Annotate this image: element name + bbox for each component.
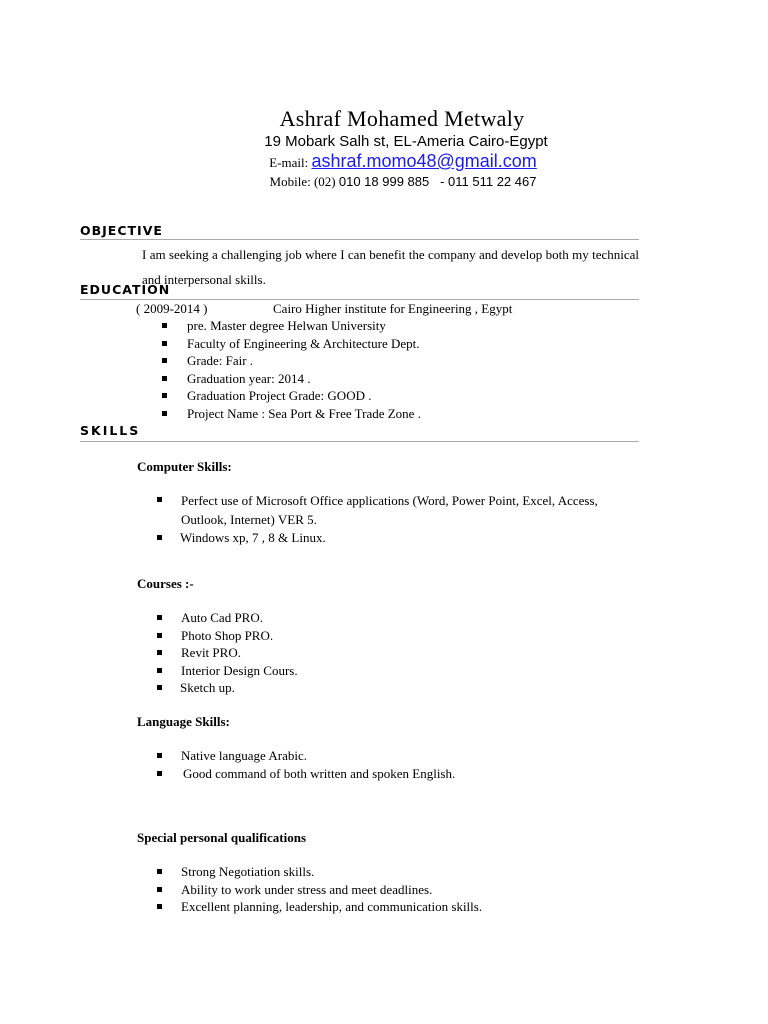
email-link[interactable]: ashraf.momo48@gmail.com (311, 151, 537, 171)
list-item: Grade: Fair . (162, 352, 421, 370)
list-item: Windows xp, 7 , 8 & Linux. (157, 529, 637, 547)
list-item: Photo Shop PRO. (157, 627, 298, 645)
computer-skills-title: Computer Skills: (137, 459, 232, 474)
resume-name: Ashraf Mohamed Metwaly (279, 106, 525, 131)
skills-divider (80, 441, 639, 442)
list-item: Sketch up. (157, 679, 298, 697)
email-line (0, 151, 768, 172)
list-item: Faculty of Engineering & Architecture Dept. (162, 335, 421, 353)
personal-qualifications-list (157, 863, 482, 916)
language-skills-title: Language Skills: (137, 714, 230, 729)
mobile-label: Mobile: (02) (269, 174, 336, 189)
education-list (162, 317, 421, 423)
list-item: Graduation Project Grade: GOOD . (162, 387, 421, 405)
objective-text: I am seeking a challenging job where I can benefit the company and develop both my technical and interpersonal skills. (142, 247, 639, 287)
language-skills-list (157, 747, 455, 782)
email-label: E-mail: (269, 155, 309, 170)
education-divider (80, 299, 639, 300)
skills-title: SKILLS (80, 423, 141, 438)
personal-qualifications-title: Special personal qualifications (137, 830, 307, 845)
list-item: Ability to work under stress and meet deadlines. (157, 881, 482, 899)
list-item: Excellent planning, leadership, and communication skills. (157, 898, 482, 916)
list-item: Graduation year: 2014 . (162, 370, 421, 388)
list-item: Good command of both written and spoken English. (157, 765, 455, 783)
list-item: Auto Cad PRO. (157, 609, 298, 627)
education-institution: Cairo Higher institute for Engineering , Egypt (273, 301, 513, 316)
list-item: Revit PRO. (157, 644, 298, 662)
courses-title: Courses :- (137, 576, 194, 591)
computer-skills-list (157, 491, 637, 547)
list-item: Native language Arabic. (157, 747, 455, 765)
address: 19 Mobark Salh st, EL-Ameria Cairo-Egypt (264, 133, 548, 150)
list-item: Strong Negotiation skills. (157, 863, 482, 881)
list-item: Interior Design Cours. (157, 662, 298, 680)
education-title: EDUCATION (80, 282, 171, 297)
objective-title: OBJECTIVE (80, 223, 163, 238)
list-item: Project Name : Sea Port & Free Trade Zone . (162, 405, 421, 423)
mobile-numbers: 010 18 999 885 - 011 511 22 467 (338, 174, 537, 189)
courses-list (157, 609, 298, 697)
objective-divider (80, 239, 639, 240)
list-item: pre. Master degree Helwan University (162, 317, 421, 335)
mobile-line (0, 174, 768, 190)
education-years: ( 2009-2014 ) (136, 301, 208, 316)
list-item: Perfect use of Microsoft Office applications (Word, Power Point, Excel, Access, Outlook, Internet) VER 5. (157, 491, 637, 529)
